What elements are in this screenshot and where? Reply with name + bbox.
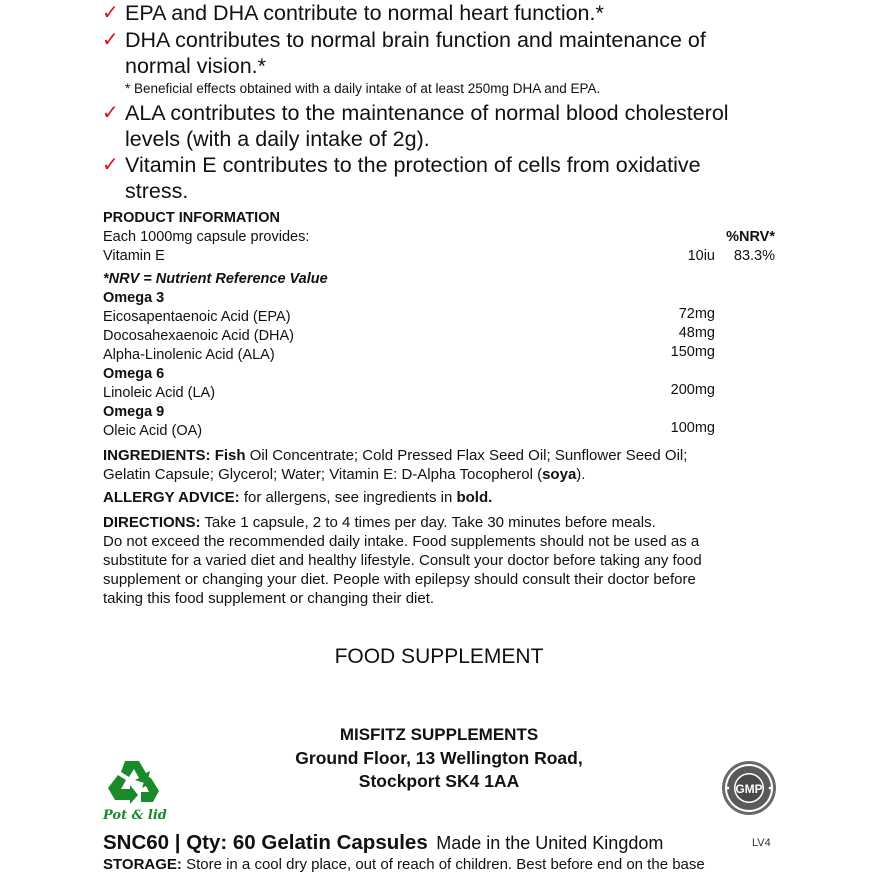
nutrient-ala: Alpha-Linolenic Acid (ALA) [103,347,275,363]
directions-line-4: supplement or changing your diet. People with epilepsy should consult their doctor before [103,571,696,588]
nutrient-la-amount: 200mg [670,382,715,398]
ingredients-text: Oil Concentrate; Cold Pressed Flax Seed Oil; Sunflower Seed Oil; [245,447,688,464]
allergen-soya: soya [542,466,577,483]
product-code-line [103,830,663,858]
checkmark-icon: ✓ [102,2,119,24]
company-name: MISFITZ SUPPLEMENTS [339,725,539,744]
directions-text: Take 1 capsule, 2 to 4 times per day. Take 30 minutes before meals. [200,514,656,531]
allergy-label: ALLERGY ADVICE: [103,489,240,506]
ingredients-label: INGREDIENTS: [103,447,211,464]
nutrient-dha: Docosahexaenoic Acid (DHA) [103,328,295,344]
claim-3-line-1: ALA contributes to the maintenance of normal blood cholesterol [125,101,729,125]
checkmark-icon: ✓ [102,29,119,51]
allergy-bold: bold. [456,489,493,506]
nrv-header: %NRV* [726,229,775,245]
product-info-heading: PRODUCT INFORMATION [103,210,280,226]
per-capsule-label: Each 1000mg capsule provides: [103,229,310,245]
group-omega-6: Omega 6 [103,366,165,382]
vitamin-e-nrv: 83.3% [733,248,775,264]
food-supplement-label: FOOD SUPPLEMENT [334,645,544,668]
group-omega-9: Omega 9 [103,404,165,420]
nrv-note: *NRV = Nutrient Reference Value [103,271,328,287]
nutrient-ala-amount: 150mg [670,344,715,360]
directions-line-5: taking this food supplement or changing their diet. [103,590,435,607]
product-code: SNC60 | Qty: 60 Gelatin Capsules [103,831,428,854]
directions-line-2: Do not exceed the recommended daily intake. Food supplements should not be used as a [103,533,700,550]
vitamin-e-amount: 10iu [687,248,715,264]
claim-2-line-1: DHA contributes to normal brain function and maintenance of [125,28,706,52]
label-version: LV4 [752,837,771,849]
claim-2-line-2: normal vision.* [125,54,266,78]
allergen-fish: Fish [214,447,246,464]
checkmark-icon: ✓ [102,154,119,176]
company-address-2: Stockport SK4 1AA [358,771,520,791]
svg-text:GMP: GMP [735,782,763,796]
ingredients-text: ). [576,466,586,483]
recycle-icon [103,758,165,826]
recycle-label: Pot & lid [103,808,167,823]
directions-label: DIRECTIONS: [103,514,201,531]
ingredients-line-2 [103,465,585,484]
ingredients-text: Gelatin Capsule; Glycerol; Water; Vitamin E: D-Alpha Tocopherol ( [103,466,543,483]
directions-line-3: substitute for a varied diet and healthy lifestyle. Consult your doctor before taking any food [103,552,702,569]
nutrient-epa: Eicosapentaenoic Acid (EPA) [103,309,291,325]
group-omega-3: Omega 3 [103,290,165,306]
claims-footnote: * Beneficial effects obtained with a daily intake of at least 250mg DHA and EPA. [125,81,601,96]
storage-text: Store in a cool dry place, out of reach of children. Best before end on the base [181,856,705,873]
nutrient-la: Linoleic Acid (LA) [103,385,216,401]
nutrient-epa-amount: 72mg [678,306,715,322]
claim-4-line-1: Vitamin E contributes to the protection of cells from oxidative [125,153,701,177]
allergy-text: for allergens, see ingredients in [239,489,457,506]
nutrient-dha-amount: 48mg [678,325,715,341]
storage-label: STORAGE: [103,856,182,873]
storage-line [103,855,705,874]
made-in: Made in the United Kingdom [436,833,664,853]
ingredients-line-1 [103,446,687,465]
gmp-badge-icon [721,760,777,816]
nutrient-oa: Oleic Acid (OA) [103,423,203,439]
directions-line-1 [103,513,656,532]
vitamin-e-name: Vitamin E [103,248,165,264]
claim-3-line-2: levels (with a daily intake of 2g). [125,127,430,151]
company-address-1: Ground Floor, 13 Wellington Road, [295,748,583,768]
claim-1: EPA and DHA contribute to normal heart function.* [125,1,604,25]
claim-4-line-2: stress. [125,179,189,203]
nutrient-oa-amount: 100mg [670,420,715,436]
checkmark-icon: ✓ [102,102,119,124]
allergy-advice [103,488,492,507]
